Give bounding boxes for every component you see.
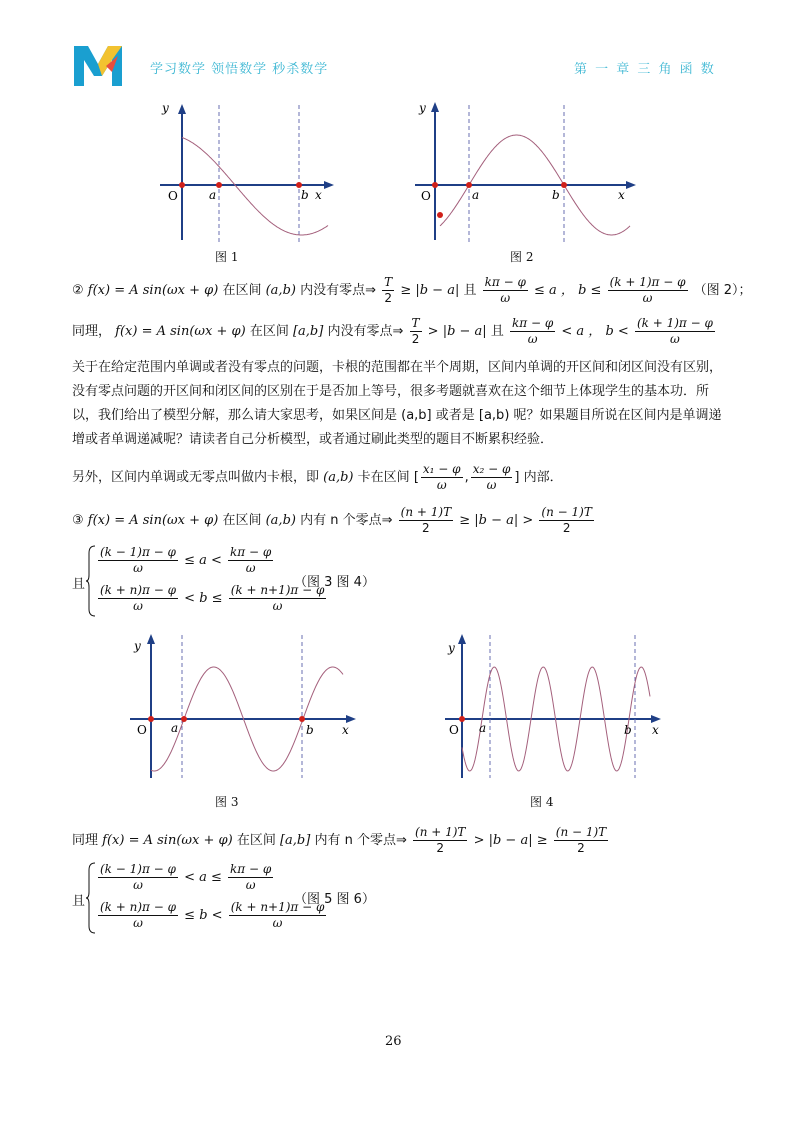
fig1-x-label: x <box>315 188 322 202</box>
fig2-caption: 图 2 <box>510 250 534 264</box>
header-chapter: 第 一 章 三 角 函 数 <box>574 62 716 77</box>
figure-3 <box>118 630 363 780</box>
condition-system-1: 且 $\frac{(k - 1)\pi - \varphi}{\omega}$ ≤ a < $\frac{k\pi - \varphi}{\omega}$ $\frac{(k + n)\pi - \varphi}{\omega}$ < b ≤ $\frac{(k + n+1)\pi - \varphi}{\omega}$ （图 3 图 4） <box>72 545 472 620</box>
page-number: 26 <box>385 1034 402 1049</box>
fig1-a-label: a <box>209 188 217 202</box>
fig2-b-label: b <box>552 188 560 202</box>
fig4-a-label: a <box>479 721 487 735</box>
inner-root-note: 另外，区间内单调或无零点叫做内卡根，即 (a,b) 卡在区间 [ $\frac{\text{x₁ − φ}}{\omega}$ , $\frac{\text{x₂ − φ}}{\omega}$ ] 内部． <box>72 462 563 492</box>
fig4-b-label: b <box>624 723 632 737</box>
fig4-y-label: y <box>448 641 455 655</box>
statement-3-closed: 同理 f(x) = A sin(ωx + φ) 在区间 [a,b] 内有 n 个零点⇒ $\frac{(n + 1)T}{2}$ > |b − a| ≥ $\frac{(n - 1)T}{2}$ <box>72 825 607 855</box>
statement-2-closed: 同理， f(x) = A sin(ωx + φ) 在区间 [a,b] 内没有零点⇒ $\frac{T}{2}$ > |b − a| 且 $\frac{k\pi - \varphi}{\omega}$ < a ， b < $\frac{(k + 1)\pi - \varphi}{\omega}$ <box>72 316 713 346</box>
fig1-b-label: b <box>301 188 309 202</box>
fig2-origin-label: O <box>421 189 431 203</box>
fig3-x-label: x <box>342 723 349 737</box>
figure-4 <box>440 630 670 780</box>
fig2-a-label: a <box>472 188 480 202</box>
fig1-y-label: y <box>162 101 169 115</box>
condition-system-2: 且 $\frac{(k - 1)\pi - \varphi}{\omega}$ < a ≤ $\frac{k\pi - \varphi}{\omega}$ $\frac{(k + n)\pi - \varphi}{\omega}$ ≤ b < $\frac{(k + n+1)\pi - \varphi}{\omega}$ （图 5 图 6） <box>72 862 472 937</box>
statement-3: ③ f(x) = A sin(ωx + φ) 在区间 (a,b) 内有 n 个零点⇒ $\frac{(n + 1)T}{2}$ ≥ |b − a| > $\frac{(n - 1)T}{2}$ <box>72 505 592 535</box>
fig4-x-label: x <box>652 723 659 737</box>
fig3-a-label: a <box>171 721 179 735</box>
fig1-caption: 图 1 <box>215 250 239 264</box>
fig3-y-label: y <box>134 639 141 653</box>
statement-2: ② f(x) = A sin(ωx + φ) 在区间 (a,b) 内没有零点⇒ $\frac{T}{2}$ ≥ |b − a| 且 $\frac{k\pi - \varphi}{\omega}$ ≤ a ， b ≤ $\frac{(k + 1)\pi - \varphi}{\omega}$ （图 2）； <box>72 275 752 305</box>
fig2-x-label: x <box>618 188 625 202</box>
figure-2 <box>405 100 640 245</box>
fig3-caption: 图 3 <box>215 795 239 809</box>
fig3-origin-label: O <box>137 723 147 737</box>
fig3-b-label: b <box>306 723 314 737</box>
fig4-origin-label: O <box>449 723 459 737</box>
explanation-paragraph: 关于在给定范围内单调或者没有零点的问题，卡根的范围都在半个周期，区间内单调的开区间和闭区间没有区别，没有零点问题的开区间和闭区间的区别在于是否加上等号，很多考题就喜欢在这个细节上体现学生的基本功．所以，我们给出了模型分解，那么请大家思考，如果区间是 (a,b] 或者是 [a,b) 呢？如果题目所说在区间内是单调递增或者单调递减呢？请读者自己分析模型，或者通过刷此类型的题目不断累积经验． <box>72 360 723 447</box>
header-slogan: 学习数学 领悟数学 秒杀数学 <box>150 62 329 77</box>
fig4-caption: 图 4 <box>530 795 554 809</box>
figure-1 <box>150 100 340 245</box>
fig2-y-label: y <box>419 101 426 115</box>
fig1-origin-label: O <box>168 189 178 203</box>
logo-icon <box>72 42 124 88</box>
